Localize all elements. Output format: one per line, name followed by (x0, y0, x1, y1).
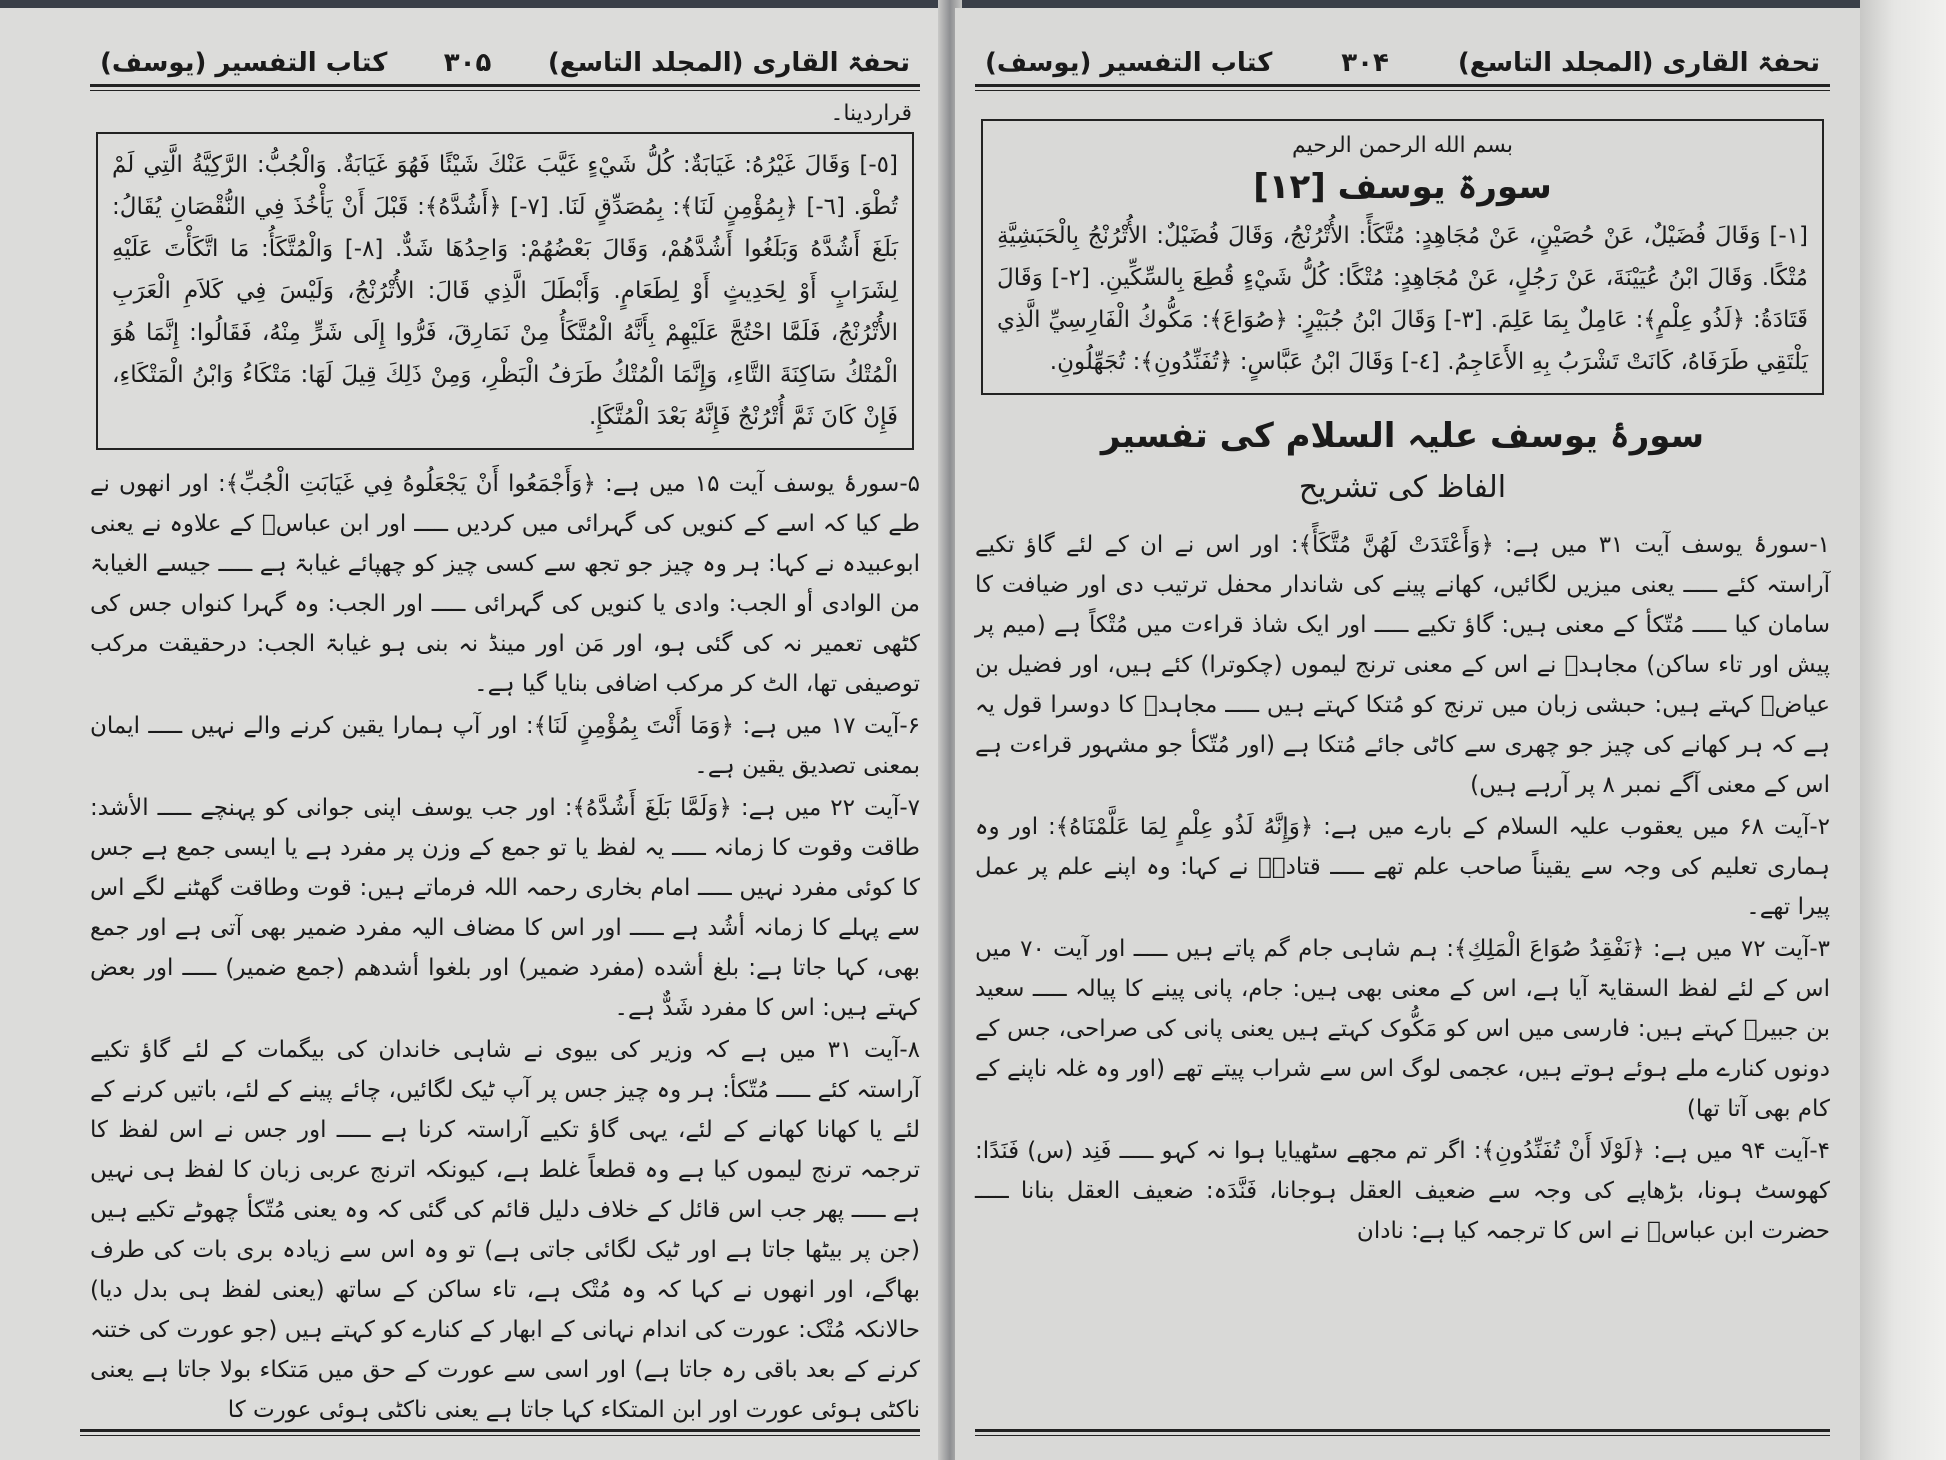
sub-title: الفاظ کی تشریح (1298, 470, 1507, 505)
left-paragraph-7: ۷-آیت ۲۲ میں ہے: ﴿وَلَمَّا بَلَغَ أَشُدَّهُ﴾: اور جب یوسف اپنی جوانی کو پہنچے ـــــ الأشد: طاقت وقوت کا زمانہ ـــــ یہ لفظ یا تو جمع کے وزن پر مفرد ہے یا ایسی جمع ہے جس کا کوئی مفرد نہیں ـــــ امام بخاری رحمہ اللہ فرماتے ہیں: قوت وطاقت گھٹنے لگے اس سے پہلے کا زمانہ أشُد ہے ـــــ اور اس کا مضاف الیہ مفرد ضمیر بھی آتی ہے اور جمع بھی، کہا جاتا ہے: بلغ أشده (مفرد ضمیر) اور بلغوا أشدهم (جمع ضمیر) ـــــ اور بعض کہتے ہیں: اس کا مفرد شَدٌّ ہے۔ (90, 795, 920, 1021)
right-arabic-text: [١-] وَقَالَ فُضَيْلٌ، عَنْ حُصَيْنٍ، عَنْ مُجَاهِدٍ: مُتَّكَأً: الأُتْرُنْجُ، وَقَالَ فُضَيْلٌ: الأُتْرُنْجُ بِالْحَبَشِيَّةِ مُتْكًا. وَقَالَ ابْنُ عُيَيْنَةَ، عَنْ رَجُلٍ، عَنْ مُجَاهِدٍ: مُتْكًا: كُلُّ شَيْءٍ قُطِعَ بِالسِّكِّينِ. [٢-] وَقَالَ قَتَادَةُ: ﴿لَذُو عِلْمٍ﴾: عَامِلٌ بِمَا عَلِمَ. [٣-] وَقَالَ ابْنُ جُبَيْرٍ: ﴿صُوَاعَ﴾: مَكُّوكُ الْفَارِسِيِّ الَّذِي يَلْتَقِي طَرَفَاهُ، كَانَتْ تَشْرَبُ بِهِ الأَعَاجِمُ. [٤-] وَقَالَ ابْنُ عَبَّاسٍ: ﴿تُفَنِّدُونِ﴾: تُجَهِّلُونِ. (997, 223, 1808, 375)
left-arabic-text-box (96, 132, 914, 450)
right-paragraph-1: ۱-سورۂ یوسف آیت ۳۱ میں ہے: ﴿وَأَعْتَدَتْ لَهُنَّ مُتَّكَأً﴾: اور اس نے ان کے لئے گاؤ تکیے آراستہ کئے ـــــ یعنی میزیں لگائیں، کھانے پینے کی شاندار محفل ترتیب دی اور ضیافت کا سامان کیا ـــــ مُتّکأ کے معنی ہیں: گاؤ تکیے ـــــ اور ایک شاذ قراءت میں مُتْکاً ہے (میم پر پیش اور تاء ساکن) مجاہدؒ نے اس کے معنی ترنج لیموں (چکوترا) کئے ہیں، اور فضیل بن عیاضؒ کہتے ہیں: حبشی زبان میں ترنج کو مُتکا کہتے ہیں ـــــ مجاہدؒ کا دوسرا قول یہ ہے کہ ہر کھانے کی چیز جو چھری سے کاٹی جائے مُتکا ہے (اور مُتّکأ جو مشہور قراءت ہے اس کے معنی آگے نمبر ۸ پر آرہے ہیں) (975, 532, 1830, 798)
right-header-chapter: كتاب التفسير (يوسف) (985, 48, 1273, 78)
left-header-rule (90, 84, 920, 91)
right-header-rule (975, 84, 1830, 91)
right-paragraph-3: ۳-آیت ۷۲ میں ہے: ﴿نَفْقِدُ صُوَاعَ الْمَلِكِ﴾: ہم شاہی جام گم پاتے ہیں ـــــ اور آیت ۷۰ میں اس کے لئے لفظ السقایۃ آیا ہے، اس کے معنی بھی ہیں: جام، پانی پینے کا پیالہ ـــــ سعید بن جبیرؒ کہتے ہیں: فارسی میں اس کو مَکُّوک کہتے ہیں یعنی پانی کی صراحی، جس کے دونوں کنارے ملے ہوئے ہوتے ہیں، عجمی لوگ اس سے شراب پیتے تھے (اور وہ غلہ ناپنے کے کام بھی آتا تھا) (975, 936, 1830, 1122)
left-header-chapter: كتاب التفسير (يوسف) (100, 48, 388, 78)
right-paragraph-2: ۲-آیت ۶۸ میں یعقوب علیہ السلام کے بارے میں ہے: ﴿وَإِنَّهُ لَذُو عِلْمٍ لِمَا عَلَّمْنَاهُ﴾: اور وہ ہماری تعلیم کی وجہ سے یقیناً صاحب علم تھے ـــــ قتادہؒ نے کہا: وہ اپنے علم پر عمل پیرا تھے۔ (975, 814, 1830, 920)
left-commentary (90, 464, 920, 1430)
right-page (955, 8, 1860, 1460)
left-arabic-text: [٥-] وَقَالَ غَيْرُهُ: غَيَابَةٌ: كُلُّ شَيْءٍ غَيَّبَ عَنْكَ شَيْئًا فَهُوَ غَيَابَةٌ. وَالْجُبُّ: الرَّكِيَّةُ الَّتِي لَمْ تُطْوَ. [٦-] ﴿بِمُؤْمِنٍ لَنَا﴾: بِمُصَدِّقٍ لَنَا. [٧-] ﴿أَشُدَّهُ﴾: قَبْلَ أَنْ يَأْخُذَ فِي النُّقْصَانِ يُقَالُ: بَلَغَ أَشُدَّهُ وَبَلَغُوا أَشُدَّهُمْ، وَقَالَ بَعْضُهُمْ: وَاحِدُهَا شَدٌّ. [٨-] وَالْمُتَّكَأُ: مَا اتَّكَأْتَ عَلَيْهِ لِشَرَابٍ أَوْ لِحَدِيثٍ أَوْ لِطَعَامٍ. وَأَبْطَلَ الَّذِي قَالَ: الأُتْرُنْجُ، وَلَيْسَ فِي كَلاَمِ الْعَرَبِ الأُتْرُنْجُ، فَلَمَّا احْتُجَّ عَلَيْهِمْ بِأَنَّهُ الْمُتَّكَأُ مِنْ نَمَارِقَ، فَرُّوا إِلَى شَرٍّ مِنْهُ، فَقَالُوا: إِنَّمَا هُوَ الْمُتْكُ سَاكِنَةَ التَّاءِ، وَإِنَّمَا الْمُتْكُ طَرَفُ الْبَظْرِ، وَمِنْ ذَلِكَ قِيلَ لَهَا: مَتْكَاءُ وَابْنُ الْمَتْكَاءِ، فَإِنْ كَانَ ثَمَّ أُتْرُنْجٌ فَإِنَّهُ بَعْدَ الْمُتَّكَإِ. (112, 152, 898, 430)
left-continuation-note: قراردینا۔ (830, 101, 912, 126)
right-footer-rule (975, 1429, 1830, 1436)
left-header-page-number: ۳۰۵ (443, 48, 492, 78)
left-footer-rule (80, 1429, 920, 1436)
left-paragraph-8: ۸-آیت ۳۱ میں ہے کہ وزیر کی بیوی نے شاہی خاندان کی بیگمات کے لئے گاؤ تکیے آراستہ کئے ـــــ مُتّکأ: ہر وہ چیز جس پر آپ ٹیک لگائیں، چائے پینے کے لئے، باتیں کرنے کے لئے یا کھانا کھانے کے لئے، یہی گاؤ تکیے آراستہ کرنا ہے ـــــ اور جس نے اس لفظ کا ترجمہ ترنج لیموں کیا ہے وہ قطعاً غلط ہے، کیونکہ اترنج عربی زبان کا لفظ ہی نہیں ہے ـــــ پھر جب اس قائل کے خلاف دلیل قائم کی گئی کہ وہ یعنی مُتّکأ چھوٹے تکیے ہیں (جن پر بیٹھا جاتا ہے اور ٹیک لگائی جاتی ہے) تو وہ اس سے زیادہ بری بات کی طرف بھاگے، اور انھوں نے کہا کہ وہ مُتْک ہے، تاء ساکن کے ساتھ (یعنی لفظ ہی بدل دیا) حالانکہ مُتْک: عورت کی اندام نہانی کے ابھار کے کنارے کو کہتے ہیں (جو عورت کی ختنہ کرنے کے بعد باقی رہ جاتا ہے) اور اسی سے عورت کے حق میں مَتکاء بولا جاتا ہے یعنی ناکٹی ہوئی عورت اور ابن المتکاء کہا جاتا ہے یعنی ناکٹی ہوئی عورت کا (90, 1037, 920, 1423)
right-commentary (975, 525, 1830, 1251)
left-page-header (90, 48, 920, 84)
right-arabic-text-box (981, 119, 1824, 395)
left-paragraph-6: ۶-آیت ۱۷ میں ہے: ﴿وَمَا أَنْتَ بِمُؤْمِنٍ لَنَا﴾: اور آپ ہمارا یقین کرنے والے نہیں ـــــ ایمان بمعنی تصدیق یقین ہے۔ (90, 713, 920, 779)
right-page-header (975, 48, 1830, 84)
left-header-book-title: تحفۃ القاری (المجلد التاسع) (547, 48, 910, 78)
right-header-book-title: تحفۃ القاری (المجلد التاسع) (1457, 48, 1820, 78)
right-header-page-number: ۳۰۴ (1341, 48, 1389, 78)
left-page (0, 8, 950, 1460)
book-page-edges (1860, 0, 1946, 1460)
bismillah: بسم الله الرحمن الرحيم (1291, 133, 1514, 158)
section-title: سورۂ یوسف علیہ السلام کی تفسیر (1100, 416, 1705, 456)
surah-title: [۱۲] سورۃ یوسف (1253, 167, 1552, 207)
right-paragraph-4: ۴-آیت ۹۴ میں ہے: ﴿لَوْلَا أَنْ تُفَنِّدُونِ﴾: اگر تم مجھے سٹھیایا ہوا نہ کہو ـــــ فَنِد (س) فَنَدًا: کھوسٹ ہونا، بڑھاپے کی وجہ سے ضعیف العقل ہوجانا، فَنَّدَہ: ضعیف العقل بنانا ـــــ حضرت ابن عباسؓ نے اس کا ترجمہ کیا ہے: نادان (975, 1138, 1830, 1244)
left-paragraph-5: ۵-سورۂ یوسف آیت ۱۵ میں ہے: ﴿وَأَجْمَعُوا أَنْ يَجْعَلُوهُ فِي غَيَابَتِ الْجُبِّ﴾: اور انھوں نے طے کیا کہ اسے کے کنویں کی گہرائی میں کردیں ـــــ اور ابن عباسؓ کے علاوہ نے یعنی ابوعبیدہ نے کہا: ہر وہ چیز جو تجھ سے کسی چیز کو چھپائے غیابۃ ہے ـــــ جیسے الغیابۃ من الوادی أو الجب: وادی یا کنویں کی گہرائی ـــــ اور الجب: وہ گہرا کنواں جس کی کٹھی تعمیر نہ کی گئی ہو، اور مَن اور مینڈ نہ بنی ہو غیابۃ الجب: درحقیقت مرکب توصیفی تھا، الٹ کر مرکب اضافی بنایا گیا ہے۔ (90, 471, 920, 697)
